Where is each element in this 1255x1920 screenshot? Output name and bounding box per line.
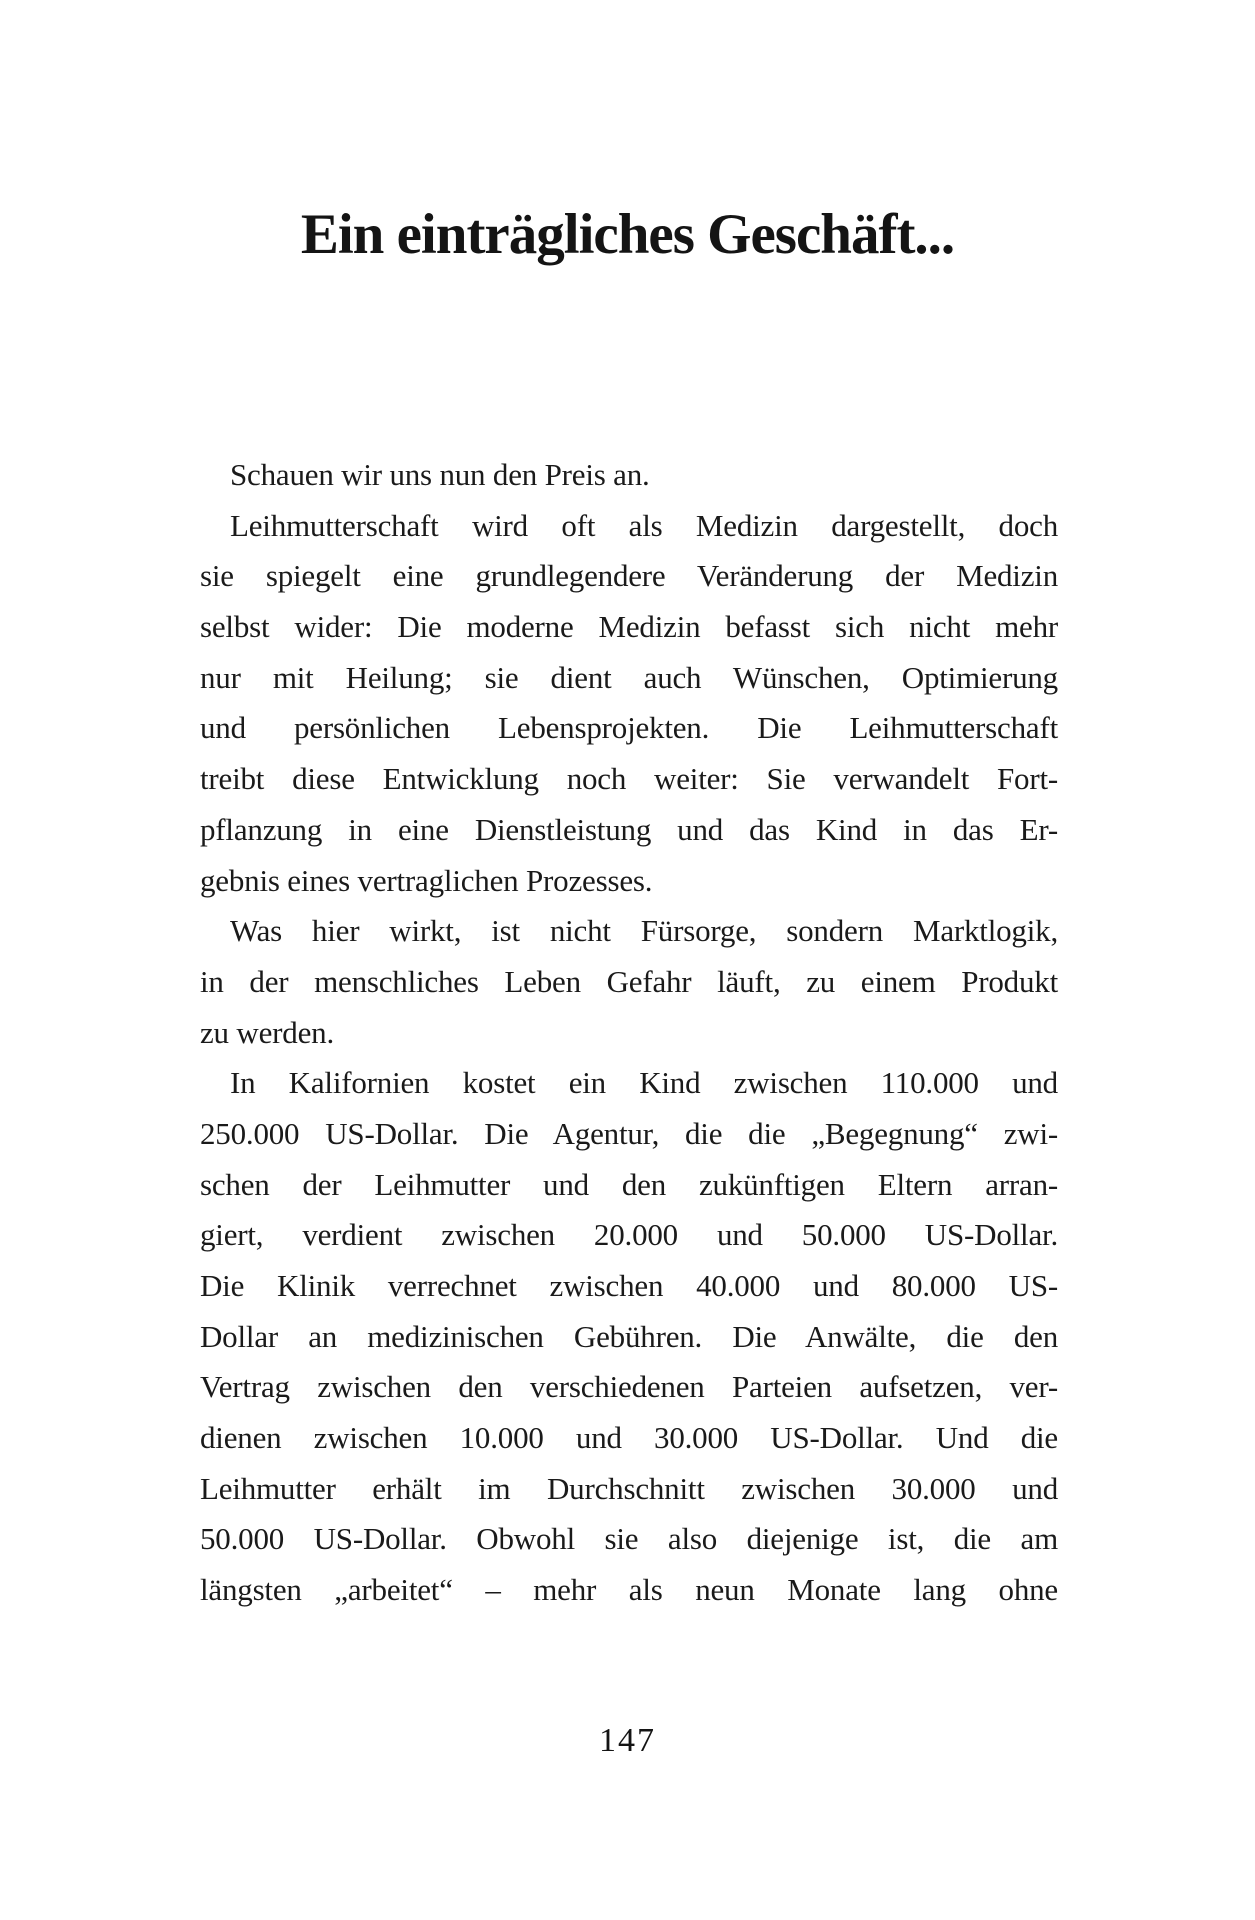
text-line: nur mit Heilung; sie dient auch Wünschen, Optimierung <box>200 659 1058 695</box>
text-line: Schauen wir uns nun den Preis an. <box>230 457 650 492</box>
text-line: sie spiegelt eine grundlegendere Veränderung der Medizin <box>200 558 1058 594</box>
chapter-title: Ein einträgliches Geschäft... <box>300 203 955 266</box>
text-line: giert, verdient zwischen 20.000 und 50.000 US-Dollar. <box>200 1217 1058 1253</box>
text-line: Leihmutterschaft wird oft als Medizin dargestellt, doch <box>230 507 1058 543</box>
text-line: und persönlichen Lebensprojekten. Die Leihmutterschaft <box>200 710 1058 746</box>
text-line: zu werden. <box>200 1014 334 1050</box>
text-line: in der menschliches Leben Gefahr läuft, zu einem Produkt <box>200 963 1058 999</box>
text-line: dienen zwischen 10.000 und 30.000 US-Dollar. Und die <box>200 1420 1058 1456</box>
text-line: 250.000 US-Dollar. Die Agentur, die die „Begegnung“ zwi- <box>200 1115 1058 1151</box>
text-line: 50.000 US-Dollar. Obwohl sie also diejenige ist, die am <box>200 1521 1058 1557</box>
page-number: 147 <box>599 1722 656 1759</box>
text-line: treibt diese Entwicklung noch weiter: Sie verwandelt Fort- <box>200 761 1058 797</box>
body-text <box>200 450 1058 1616</box>
text-line: Was hier wirkt, ist nicht Fürsorge, sondern Marktlogik, <box>230 913 1058 949</box>
text-line: selbst wider: Die moderne Medizin befasst sich nicht mehr <box>200 609 1058 645</box>
text-line: In Kalifornien kostet ein Kind zwischen 110.000 und <box>230 1065 1058 1101</box>
text-line: gebnis eines vertraglichen Prozesses. <box>200 862 653 898</box>
text-line: Vertrag zwischen den verschiedenen Parteien aufsetzen, ver- <box>200 1369 1058 1405</box>
text-line: schen der Leihmutter und den zukünftigen Eltern arran- <box>200 1166 1058 1202</box>
text-line: Dollar an medizinischen Gebühren. Die Anwälte, die den <box>200 1318 1058 1354</box>
text-line: längsten „arbeitet“ – mehr als neun Monate lang ohne <box>200 1572 1058 1608</box>
text-line: Die Klinik verrechnet zwischen 40.000 und 80.000 US- <box>200 1268 1058 1303</box>
text-line: Leihmutter erhält im Durchschnitt zwischen 30.000 und <box>200 1470 1058 1506</box>
text-line: pflanzung in eine Dienstleistung und das Kind in das Er- <box>200 811 1058 847</box>
